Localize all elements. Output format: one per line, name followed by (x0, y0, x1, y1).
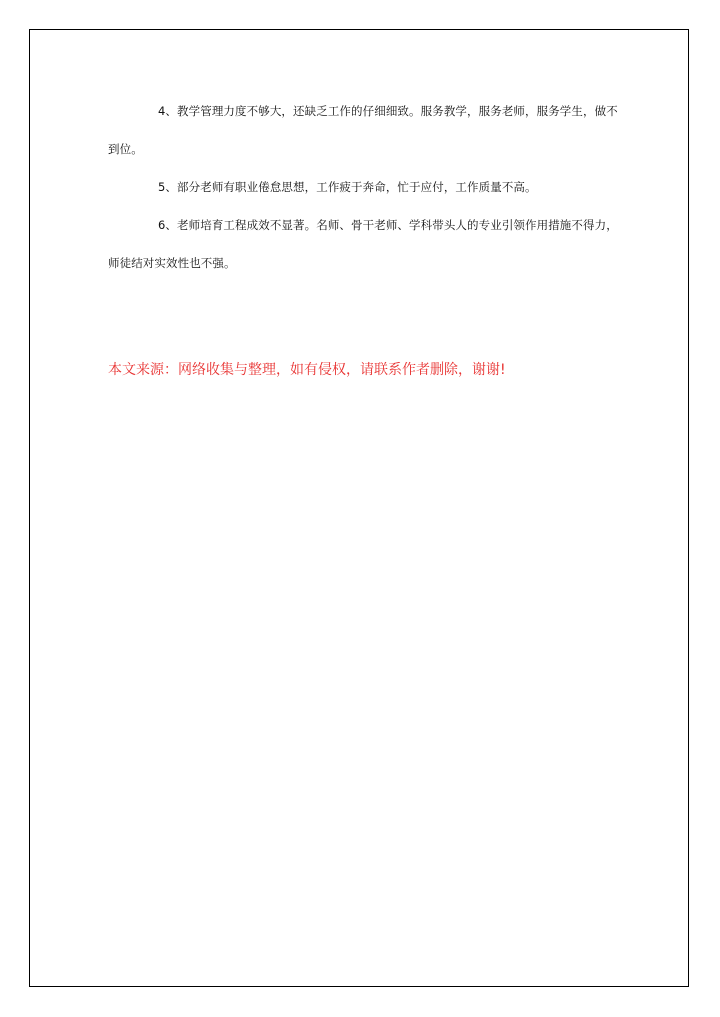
paragraph-item-4: 4、教学管理力度不够大，还缺乏工作的仔细细致。服务教学，服务老师，服务学生，做不到位。 (108, 104, 618, 156)
paragraph-item-6: 6、老师培育工程成效不显著。名师、骨干老师、学科带头人的专业引领作用措施不得力，师徒结对实效性也不强。 (108, 218, 618, 270)
paragraph-item-5: 5、部分老师有职业倦怠思想，工作疲于奔命，忙于应付，工作质量不高。 (158, 180, 537, 194)
source-disclaimer: 本文来源：网络收集与整理，如有侵权，请联系作者删除，谢谢! (108, 362, 506, 378)
document-body (108, 96, 618, 282)
